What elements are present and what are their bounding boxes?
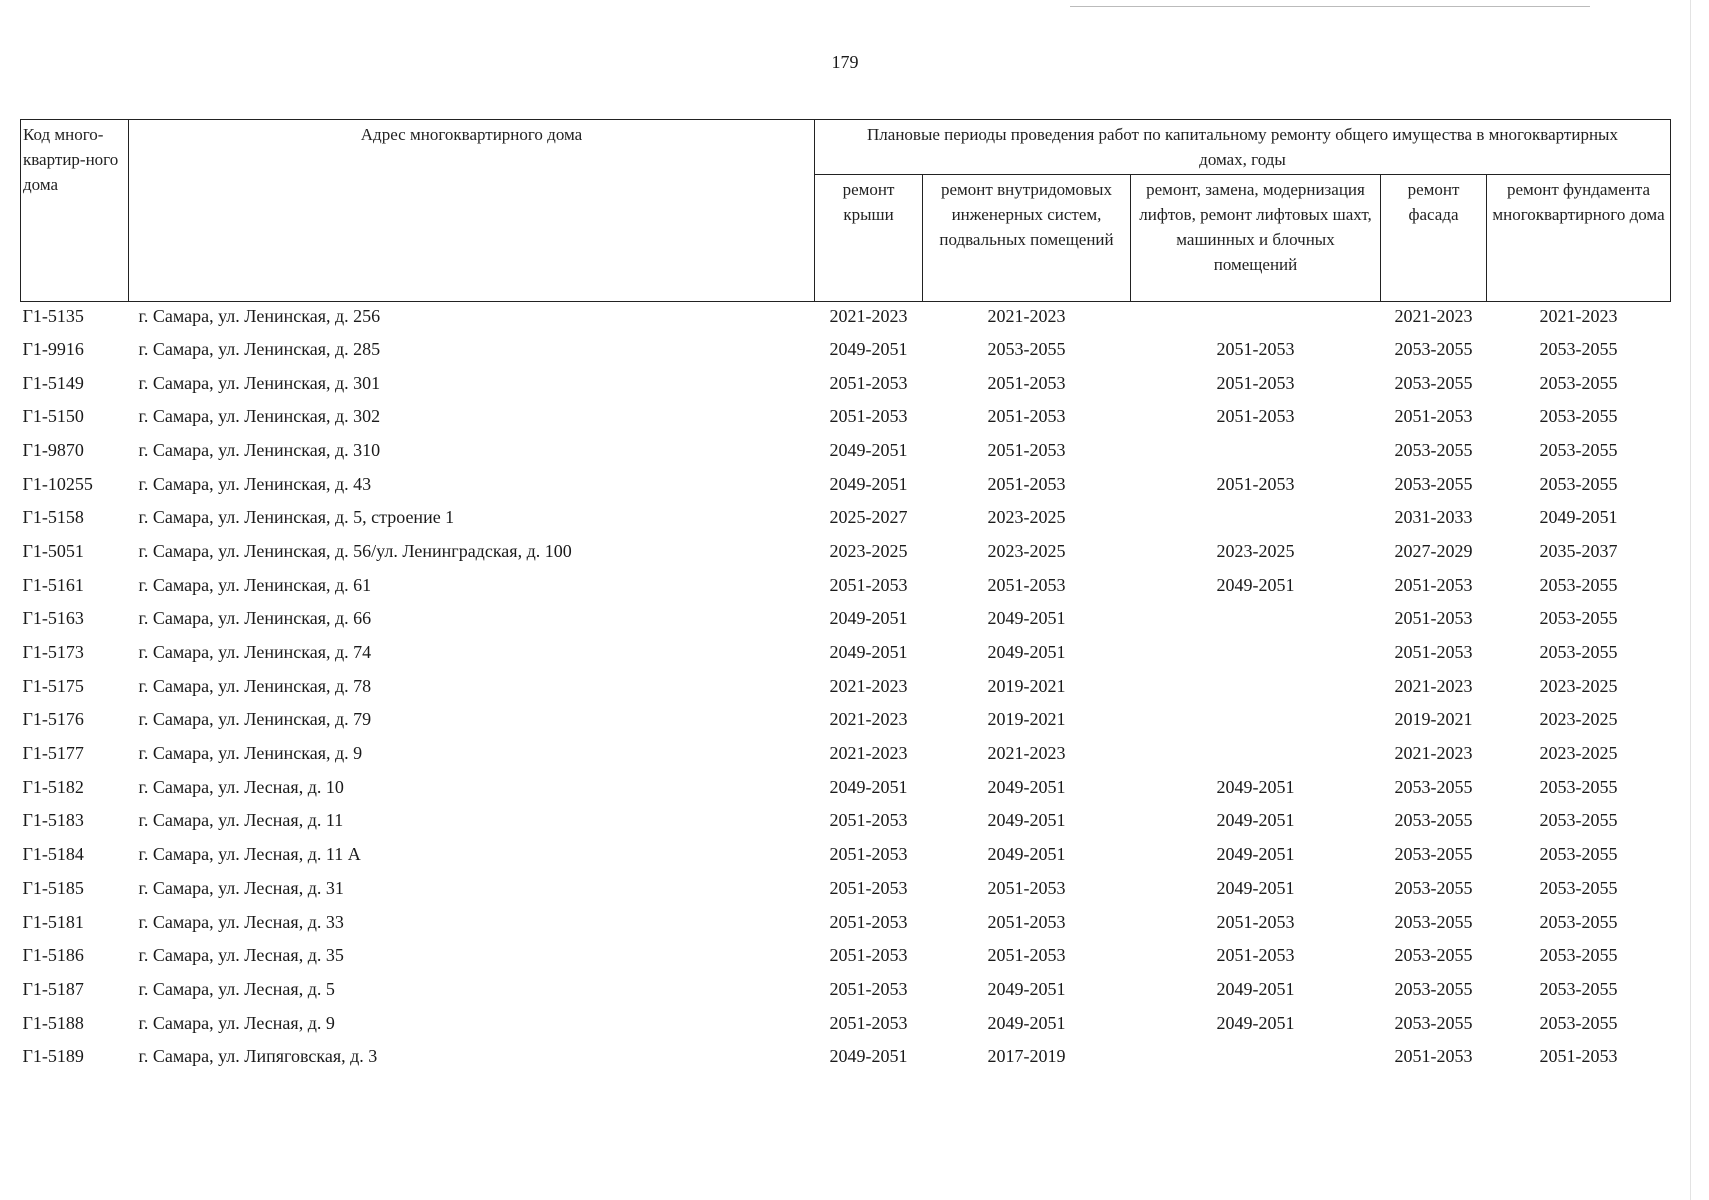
cell-systems: 2051-2053 <box>987 372 1066 393</box>
cell-facade: 2053-2055 <box>1394 877 1473 898</box>
cell-roof: 2049-2051 <box>829 473 908 494</box>
cell-elevators: 2051-2053 <box>1216 473 1295 494</box>
cell-address: г. Самара, ул. Ленинская, д. 301 <box>138 372 381 393</box>
cell-foundation: 2023-2025 <box>1539 743 1618 764</box>
cell-address: г. Самара, ул. Ленинская, д. 43 <box>138 473 372 494</box>
table-row <box>21 770 1671 804</box>
cell-elevators: 2051-2053 <box>1216 372 1295 393</box>
cell-roof: 2049-2051 <box>829 338 908 359</box>
cell-elevators <box>1131 703 1381 737</box>
cell-foundation: 2053-2055 <box>1539 406 1618 427</box>
cell-roof: 2049-2051 <box>829 776 908 797</box>
cell-roof: 2051-2053 <box>829 372 908 393</box>
cell-foundation: 2053-2055 <box>1539 338 1618 359</box>
cell-facade: 2027-2029 <box>1394 540 1473 561</box>
cell-systems: 2021-2023 <box>987 743 1066 764</box>
cell-facade: 2021-2023 <box>1394 306 1473 326</box>
cell-elevators <box>1131 500 1381 534</box>
table-row <box>21 568 1671 602</box>
cell-code: Г1-10255 <box>22 473 93 494</box>
cell-elevators <box>1131 1039 1381 1073</box>
cell-roof: 2051-2053 <box>829 978 908 999</box>
cell-facade: 2053-2055 <box>1394 945 1473 966</box>
cell-systems: 2049-2051 <box>987 608 1066 629</box>
cell-code: Г1-5149 <box>22 372 84 393</box>
cell-code: Г1-5051 <box>22 540 84 561</box>
cell-systems: 2017-2019 <box>987 1046 1066 1067</box>
cell-address: г. Самара, ул. Лесная, д. 35 <box>138 945 344 966</box>
cell-systems: 2019-2021 <box>987 675 1066 696</box>
cell-facade: 2051-2053 <box>1394 608 1473 629</box>
cell-elevators <box>1131 736 1381 770</box>
table-row <box>21 804 1671 838</box>
cell-foundation: 2053-2055 <box>1539 473 1618 494</box>
table-row <box>21 972 1671 1006</box>
cell-address: г. Самара, ул. Ленинская, д. 78 <box>138 675 372 696</box>
cell-roof: 2051-2053 <box>829 844 908 865</box>
table-row <box>21 1006 1671 1040</box>
cell-roof: 2021-2023 <box>829 709 908 730</box>
table-row <box>21 938 1671 972</box>
cell-facade: 2053-2055 <box>1394 911 1473 932</box>
cell-address: г. Самара, ул. Ленинская, д. 74 <box>138 642 372 663</box>
cell-elevators <box>1131 602 1381 636</box>
cell-foundation: 2053-2055 <box>1539 642 1618 663</box>
header-elevators: ремонт, замена, модернизация лифтов, ремонт лифтовых шахт, машинных и блочных помещений <box>1131 175 1381 302</box>
cell-systems: 2023-2025 <box>987 540 1066 561</box>
cell-facade: 2031-2033 <box>1394 507 1473 528</box>
cell-foundation: 2053-2055 <box>1539 574 1618 595</box>
cell-address: г. Самара, ул. Липяговская, д. 3 <box>138 1046 378 1067</box>
table-row <box>21 366 1671 400</box>
cell-foundation: 2053-2055 <box>1539 911 1618 932</box>
cell-systems: 2023-2025 <box>987 507 1066 528</box>
cell-address: г. Самара, ул. Лесная, д. 5 <box>138 978 335 999</box>
header-code: Код много-квартир-ного дома <box>21 120 129 302</box>
cell-roof: 2049-2051 <box>829 642 908 663</box>
cell-foundation: 2053-2055 <box>1539 776 1618 797</box>
table-row <box>21 905 1671 939</box>
cell-systems: 2049-2051 <box>987 978 1066 999</box>
cell-facade: 2053-2055 <box>1394 338 1473 359</box>
cell-foundation: 2053-2055 <box>1539 877 1618 898</box>
cell-address: г. Самара, ул. Лесная, д. 31 <box>138 877 344 898</box>
table-row <box>21 534 1671 568</box>
cell-address: г. Самара, ул. Ленинская, д. 285 <box>138 338 381 359</box>
cell-systems: 2051-2053 <box>987 945 1066 966</box>
cell-elevators: 2049-2051 <box>1216 810 1295 831</box>
cell-roof: 2049-2051 <box>829 608 908 629</box>
cell-roof: 2051-2053 <box>829 877 908 898</box>
cell-foundation: 2051-2053 <box>1539 1046 1618 1067</box>
cell-foundation: 2053-2055 <box>1539 439 1618 460</box>
header-roof: ремонт крыши <box>815 175 923 302</box>
capital-repair-table <box>20 119 1671 1073</box>
cell-systems: 2049-2051 <box>987 1012 1066 1033</box>
cell-code: Г1-5175 <box>22 675 84 696</box>
header-address: Адрес многоквартирного дома <box>129 120 815 302</box>
cell-code: Г1-5181 <box>22 911 84 932</box>
cell-elevators <box>1131 302 1381 333</box>
cell-address: г. Самара, ул. Лесная, д. 10 <box>138 776 344 797</box>
cell-foundation: 2053-2055 <box>1539 945 1618 966</box>
cell-foundation: 2053-2055 <box>1539 608 1618 629</box>
table-row <box>21 837 1671 871</box>
cell-address: г. Самара, ул. Ленинская, д. 302 <box>138 406 381 427</box>
cell-code: Г1-5185 <box>22 877 84 898</box>
cell-roof: 2051-2053 <box>829 810 908 831</box>
cell-facade: 2021-2023 <box>1394 743 1473 764</box>
cell-code: Г1-9870 <box>22 439 84 460</box>
cell-elevators: 2051-2053 <box>1216 945 1295 966</box>
cell-elevators: 2049-2051 <box>1216 877 1295 898</box>
cell-foundation: 2049-2051 <box>1539 507 1618 528</box>
cell-foundation: 2053-2055 <box>1539 1012 1618 1033</box>
cell-facade: 2021-2023 <box>1394 675 1473 696</box>
cell-elevators: 2049-2051 <box>1216 776 1295 797</box>
cell-systems: 2049-2051 <box>987 776 1066 797</box>
cell-foundation: 2023-2025 <box>1539 709 1618 730</box>
cell-elevators: 2049-2051 <box>1216 978 1295 999</box>
cell-code: Г1-5150 <box>22 406 84 427</box>
cell-facade: 2053-2055 <box>1394 1012 1473 1033</box>
cell-systems: 2049-2051 <box>987 642 1066 663</box>
table-row <box>21 703 1671 737</box>
header-systems: ремонт внутридомовых инженерных систем, подвальных помещений <box>923 175 1131 302</box>
cell-systems: 2021-2023 <box>987 306 1066 326</box>
cell-roof: 2023-2025 <box>829 540 908 561</box>
cell-address: г. Самара, ул. Лесная, д. 9 <box>138 1012 335 1033</box>
cell-address: г. Самара, ул. Ленинская, д. 56/ул. Ленинградская, д. 100 <box>138 540 572 561</box>
cell-facade: 2051-2053 <box>1394 574 1473 595</box>
table-row <box>21 635 1671 669</box>
header-periods-group: Плановые периоды проведения работ по капитальному ремонту общего имущества в многоквартирных домах, годы <box>815 120 1671 175</box>
cell-elevators: 2049-2051 <box>1216 844 1295 865</box>
table-row <box>21 871 1671 905</box>
cell-roof: 2051-2053 <box>829 911 908 932</box>
table-row <box>21 467 1671 501</box>
table-row <box>21 399 1671 433</box>
cell-foundation: 2053-2055 <box>1539 978 1618 999</box>
cell-code: Г1-5158 <box>22 507 84 528</box>
cell-elevators <box>1131 433 1381 467</box>
cell-code: Г1-5161 <box>22 574 84 595</box>
cell-code: Г1-5183 <box>22 810 84 831</box>
cell-elevators: 2051-2053 <box>1216 338 1295 359</box>
cell-elevators: 2051-2053 <box>1216 911 1295 932</box>
cell-facade: 2051-2053 <box>1394 406 1473 427</box>
cell-systems: 2049-2051 <box>987 844 1066 865</box>
table-row <box>21 302 1671 333</box>
cell-systems: 2019-2021 <box>987 709 1066 730</box>
cell-facade: 2053-2055 <box>1394 810 1473 831</box>
table-row <box>21 669 1671 703</box>
cell-systems: 2049-2051 <box>987 810 1066 831</box>
cell-foundation: 2035-2037 <box>1539 540 1618 561</box>
cell-code: Г1-5173 <box>22 642 84 663</box>
page-number: 179 <box>831 52 859 72</box>
cell-roof: 2051-2053 <box>829 406 908 427</box>
cell-code: Г1-9916 <box>22 338 84 359</box>
cell-address: г. Самара, ул. Ленинская, д. 5, строение 1 <box>138 507 455 528</box>
cell-elevators: 2023-2025 <box>1216 540 1295 561</box>
table-header <box>21 120 1671 302</box>
cell-roof: 2021-2023 <box>829 306 908 326</box>
capital-repair-table-container <box>20 119 1670 1073</box>
cell-facade: 2053-2055 <box>1394 844 1473 865</box>
table-row <box>21 736 1671 770</box>
cell-facade: 2053-2055 <box>1394 439 1473 460</box>
cell-address: г. Самара, ул. Ленинская, д. 79 <box>138 709 372 730</box>
cell-systems: 2051-2053 <box>987 473 1066 494</box>
cell-code: Г1-5186 <box>22 945 84 966</box>
cell-elevators <box>1131 669 1381 703</box>
cell-address: г. Самара, ул. Ленинская, д. 256 <box>138 306 381 326</box>
table-row <box>21 332 1671 366</box>
scan-artifact-right-edge <box>1690 0 1691 1200</box>
header-foundation: ремонт фундамента многоквартирного дома <box>1487 175 1671 302</box>
cell-roof: 2049-2051 <box>829 1046 908 1067</box>
cell-code: Г1-5188 <box>22 1012 84 1033</box>
table-row <box>21 433 1671 467</box>
cell-address: г. Самара, ул. Ленинская, д. 310 <box>138 439 381 460</box>
cell-systems: 2051-2053 <box>987 439 1066 460</box>
cell-code: Г1-5189 <box>22 1046 84 1067</box>
cell-foundation: 2053-2055 <box>1539 372 1618 393</box>
cell-facade: 2053-2055 <box>1394 473 1473 494</box>
cell-elevators: 2049-2051 <box>1216 574 1295 595</box>
header-facade: ремонт фасада <box>1381 175 1487 302</box>
cell-systems: 2051-2053 <box>987 574 1066 595</box>
cell-address: г. Самара, ул. Лесная, д. 11 А <box>138 844 361 865</box>
cell-address: г. Самара, ул. Ленинская, д. 66 <box>138 608 372 629</box>
cell-systems: 2051-2053 <box>987 877 1066 898</box>
cell-address: г. Самара, ул. Лесная, д. 11 <box>138 810 344 831</box>
cell-roof: 2021-2023 <box>829 743 908 764</box>
cell-address: г. Самара, ул. Лесная, д. 33 <box>138 911 344 932</box>
table-row <box>21 500 1671 534</box>
cell-roof: 2051-2053 <box>829 945 908 966</box>
cell-code: Г1-5182 <box>22 776 84 797</box>
table-body <box>21 302 1671 1074</box>
cell-roof: 2049-2051 <box>829 439 908 460</box>
cell-systems: 2051-2053 <box>987 911 1066 932</box>
cell-facade: 2051-2053 <box>1394 1046 1473 1067</box>
cell-facade: 2051-2053 <box>1394 642 1473 663</box>
cell-facade: 2053-2055 <box>1394 978 1473 999</box>
scan-artifact-top-line <box>1070 6 1590 7</box>
cell-address: г. Самара, ул. Ленинская, д. 9 <box>138 743 363 764</box>
cell-elevators <box>1131 635 1381 669</box>
cell-systems: 2053-2055 <box>987 338 1066 359</box>
cell-address: г. Самара, ул. Ленинская, д. 61 <box>138 574 372 595</box>
cell-foundation: 2023-2025 <box>1539 675 1618 696</box>
cell-foundation: 2053-2055 <box>1539 810 1618 831</box>
cell-roof: 2051-2053 <box>829 574 908 595</box>
cell-code: Г1-5177 <box>22 743 84 764</box>
cell-facade: 2053-2055 <box>1394 372 1473 393</box>
cell-code: Г1-5176 <box>22 709 84 730</box>
cell-code: Г1-5163 <box>22 608 84 629</box>
cell-foundation: 2021-2023 <box>1539 306 1618 326</box>
cell-code: Г1-5184 <box>22 844 84 865</box>
cell-code: Г1-5135 <box>22 306 84 326</box>
table-row <box>21 602 1671 636</box>
table-row <box>21 1039 1671 1073</box>
cell-facade: 2053-2055 <box>1394 776 1473 797</box>
cell-systems: 2051-2053 <box>987 406 1066 427</box>
cell-roof: 2051-2053 <box>829 1012 908 1033</box>
cell-code: Г1-5187 <box>22 978 84 999</box>
cell-foundation: 2053-2055 <box>1539 844 1618 865</box>
cell-roof: 2025-2027 <box>829 507 908 528</box>
cell-facade: 2019-2021 <box>1394 709 1473 730</box>
cell-elevators: 2049-2051 <box>1216 1012 1295 1033</box>
cell-elevators: 2051-2053 <box>1216 406 1295 427</box>
cell-roof: 2021-2023 <box>829 675 908 696</box>
